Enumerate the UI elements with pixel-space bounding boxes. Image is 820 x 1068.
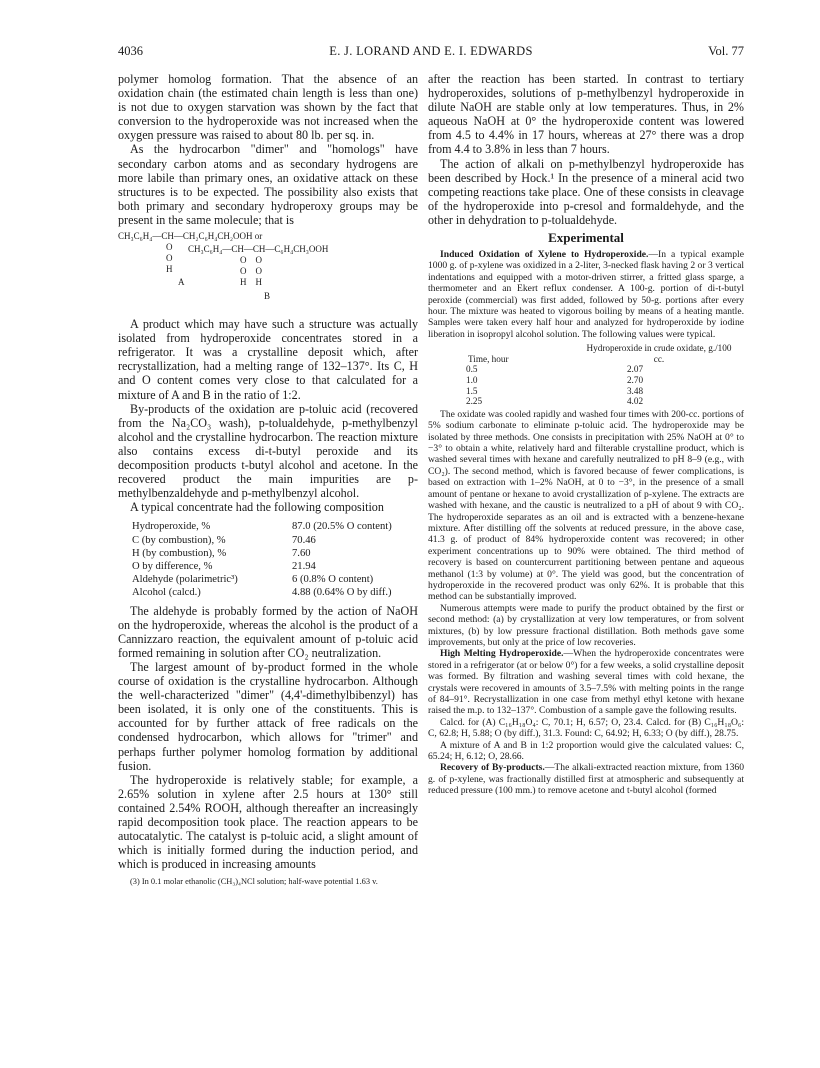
table-cell: Hydroperoxide, %	[132, 521, 211, 533]
subsection-text: —When the hydroperoxide concentrates were stored in a refrigerator (at or below 0°) for a few weeks, a solid crystalline deposit was formed. By filtration and washing several times with cold hexane, the crystals were recovered in amounts of 3.5–7.5% with melting points in the range of 84–91°. Recrystallization in one case from methyl ethyl ketone with hexane raised the m.p. to 132–137°. Combustion of a sample gave the following results.	[428, 648, 745, 717]
paragraph: As the hydrocarbon "dimer" and "homologs" have secondary carbon atoms and as secondary hydrogens are more labile than primary ones, an oxidative attack on these structures is to be expected. The possibility also exists that both primary and secondary hydroperoxy groups may be present in the same molecule; that is	[118, 142, 418, 227]
left-column	[118, 72, 418, 887]
table-row	[132, 534, 392, 547]
structure-formulas	[118, 231, 418, 315]
table-cell: C (by combustion), %	[132, 534, 226, 546]
footnote: (3) In 0.1 molar ethanolic (CH₃)₄NCl solution; half-wave potential 1.63 v.	[130, 877, 378, 887]
table-row	[464, 396, 734, 407]
paragraph	[428, 762, 744, 796]
formula-a-o2: O	[166, 253, 173, 264]
table-cell: 0.5	[466, 364, 478, 375]
paragraph: The action of alkali on p-methylbenzyl hydroperoxide has been described by Hock.¹ In the presence of a mineral acid two competing reactions take place. One of these consists in cleavage of the hydroperoxide into p-cresol and formaldehyde, and the other in dehydration to p-tolualdehyde.	[428, 156, 744, 227]
paragraph	[428, 648, 744, 716]
volume-label: Vol. 77	[708, 44, 744, 58]
formula-b-h: H H	[240, 277, 262, 288]
section-heading: Experimental	[548, 230, 624, 246]
table-cell: 1.5	[466, 385, 478, 396]
paragraph: By-products of the oxidation are p-toluic acid (recovered from the Na₂CO₃ wash), p-tolualdehyde, p-methylbenzyl alcohol and the crystalline hydrocarbon. The reaction mixture also contains excess di-t-butyl peroxide and its decomposition products t-butyl alcohol and acetone. In the recovered product the main impurities are p-methylbenzaldehyde and p-methylbenzyl alcohol.	[118, 401, 418, 501]
table-cell: 2.25	[466, 396, 483, 407]
table-cell: 1.0	[466, 375, 478, 386]
subsection-title: Recovery of By-products.	[440, 762, 545, 774]
paragraph: The oxidate was cooled rapidly and washed four times with 200-cc. portions of 5% sodium carbonate to eliminate p-toluic acid. The hydroperoxide may be isolated by three methods. One consists in precipitation with 25% NaOH at 0° to −3° to obtain a white, relatively hard and filterable crystalline product, which is washed several times with hexane and carefully neutralized to pH 8–9 (e.g., with CO₂). The second method, which is favored because of fewer complications, is based on extraction with 1–2% NaOH, at 0 to −3°, in the presence of a small amount of pentane or hexane to avoid crystallization of p-xylene. The extracts are washed with hexane, and the caustic is neutralized to a pH of about 9 with CO₂. The hydroperoxide separates as an oil and is extracted with a benzene-hexane mixture. After distilling off the solvents at reduced pressure, in the above case, 41.3 g. of product of 84% hydroperoxide content was recovered; in other experiment concentrations up to 90% were obtained. The third method of recovery is based on countercurrent partitioning between pentane and aqueous methanol (1:3 by volume) at 0°. The yield was good, but the concentration of hydroperoxide in the recovered product was only 62%. It is probable that this method can be substantially improved.	[428, 408, 744, 603]
table-row	[464, 364, 734, 375]
table-cell: H (by combustion), %	[132, 547, 227, 559]
table-cell: 87.0 (20.5% O content)	[292, 521, 392, 533]
oxidation-table	[464, 343, 734, 407]
table-cell: 4.02	[626, 396, 644, 407]
formula-a-line: CH₃C₆H₄—CH—CH₂C₆H₄CH₂OOH or	[118, 231, 263, 242]
table-row	[464, 386, 734, 397]
table-cell: O by difference, %	[132, 560, 213, 572]
page-number: 4036	[118, 44, 143, 58]
table-row	[132, 586, 392, 599]
paragraph: The largest amount of by-product formed in the whole course of oxidation is the crystalline hydrocarbon. Although the well-characterized "dimer" (4,4'-dimethylbibenzyl) has been isolated, it is only one of the constituents. This is accounted for by further attack of free radicals on the condensed hydrocarbon, which allows for "trimer" and perhaps further polymer homolog formation by additional fusion.	[118, 659, 418, 773]
formula-b-label: B	[264, 291, 271, 302]
table-cell: 70.46	[292, 534, 316, 546]
table-cell: Aldehyde (polarimetric³)	[132, 574, 238, 586]
formula-a-o1: O	[166, 242, 173, 253]
formula-b-o2: O O	[240, 266, 262, 277]
table-row	[464, 375, 734, 386]
table-cell: 3.48	[626, 385, 644, 396]
paragraph: Calcd. for (A) C₁₆H₁₈O₄: C, 70.1; H, 6.57; O, 23.4. Calcd. for (B) C₁₆H₁₈O₆: C, 62.8; H, 5.88; O (by diff.), 31.3. Found: C, 64.92; H, 6.33; O (by diff.), 28.75.	[428, 716, 744, 740]
table-cell: 2.07	[626, 364, 644, 375]
paragraph: The hydroperoxide is relatively stable; for example, a 2.65% solution in xylene after 2.5 hours at 130° still contained 2.54% ROOH, although thereafter an increasingly rapid decomposition took place. The reaction appears to be autocatalytic. The catalyst is p-toluic acid, a slight amount of which is initially formed during the induction period, and which is produced in increasing amounts	[118, 772, 418, 872]
paragraph: A mixture of A and B in 1:2 proportion would give the calculated values: C, 65.24; H, 6.12; O, 28.66.	[428, 739, 744, 763]
table-row	[132, 560, 392, 573]
subsection-title: Induced Oxidation of Xylene to Hydroperoxide.	[440, 249, 649, 261]
running-header	[118, 44, 744, 60]
paragraph: polymer homolog formation. That the absence of an oxidation chain (the estimated chain length is less than one) is not due to oxygen starvation was shown by the fact that conversion to the hydroperoxide was not increased when the oxygen pressure was raised to about 80 lb. per sq. in.	[118, 72, 418, 143]
table-header	[464, 343, 734, 364]
column-header: Hydroperoxide in crude oxidate, g./100 cc.	[586, 343, 732, 364]
table-row	[132, 520, 392, 533]
subsection-text: —In a typical example 1000 g. of p-xylene was oxidized in a 2-liter, 3-necked flask having 2 or 3 vertical indentations and equipped with a motor-driven stirrer, a fritted glass sparge, a thermometer and an Ekert reflux condenser. A 100-g. portion of di-t-butyl peroxide (commercial) was first added, followed by 50-g. portions after every hour. The mixture was heated to vigorous boiling by means of a heating mantle. Samples were taken every half hour and analyzed for hydroperoxide by iodine liberation in isopropyl alcohol solution. The following values were typical.	[428, 249, 744, 340]
table-cell: Alcohol (calcd.)	[132, 587, 201, 599]
table-cell: 2.70	[626, 375, 644, 386]
table-cell: 21.94	[292, 560, 316, 572]
running-authors: E. J. LORAND AND E. I. EDWARDS	[329, 44, 533, 58]
paragraph: after the reaction has been started. In contrast to tertiary hydroperoxides, solutions of p-methylbenzyl hydroperoxide in dilute NaOH are stable only at low temperatures. Thus, in 2% aqueous NaOH at 0° the hydroperoxide content was lowered from 4.5 to 4.4% in 17 hours, whereas at 27° there was a drop from 4.4 to 3.8% in less than 7 hours.	[428, 72, 744, 157]
table-cell: 7.60	[292, 547, 311, 559]
paragraph: Numerous attempts were made to purify the product obtained by the first or second method: (a) by crystallization at very low temperatures, or from solvent mixtures, (b) by low pressure fractional distillation. Both methods gave some improvements, but only at the price of low recoveries.	[428, 602, 744, 648]
paragraph	[428, 249, 744, 340]
composition-table	[132, 520, 392, 599]
column-header: Time, hour	[468, 353, 509, 364]
paragraph: A typical concentrate had the following composition	[130, 500, 384, 515]
table-cell: 6 (0.8% O content)	[292, 574, 374, 586]
formula-a-h: H	[166, 264, 173, 275]
formula-b-line: CH₃C₆H₄—CH—CH—C₆H₄CH₃OOH	[188, 244, 329, 255]
table-row	[132, 573, 392, 586]
right-column	[428, 72, 744, 797]
formula-a-label: A	[178, 277, 185, 288]
subsection-title: High Melting Hydroperoxide.	[440, 648, 564, 660]
paragraph: A product which may have such a structure was actually isolated from hydroperoxide concentrates stored in a refrigerator. It was a crystalline deposit which, after recrystallization, had a melting range of 132–137°. Its C, H and O content comes very close to that calculated for a mixture of A and B in the ratio of 1:2.	[118, 317, 418, 402]
paragraph: The aldehyde is probably formed by the action of NaOH on the hydroperoxide, whereas the alcohol is the product of a Cannizzaro reaction, the equivalent amount of p-toluic acid formed remaining in solution after CO₂ neutralization.	[118, 603, 418, 660]
table-row	[132, 547, 392, 560]
subsection-text: —The alkali-extracted reaction mixture, from 1360 g. of p-xylene, was fractionally distilled first at atmospheric and subsequently at reduced pressure (100 mm.) to remove acetone and t-butyl alcohol (formed	[428, 762, 744, 797]
formula-b-o1: O O	[240, 255, 262, 266]
table-cell: 4.88 (0.64% O by diff.)	[292, 587, 392, 599]
